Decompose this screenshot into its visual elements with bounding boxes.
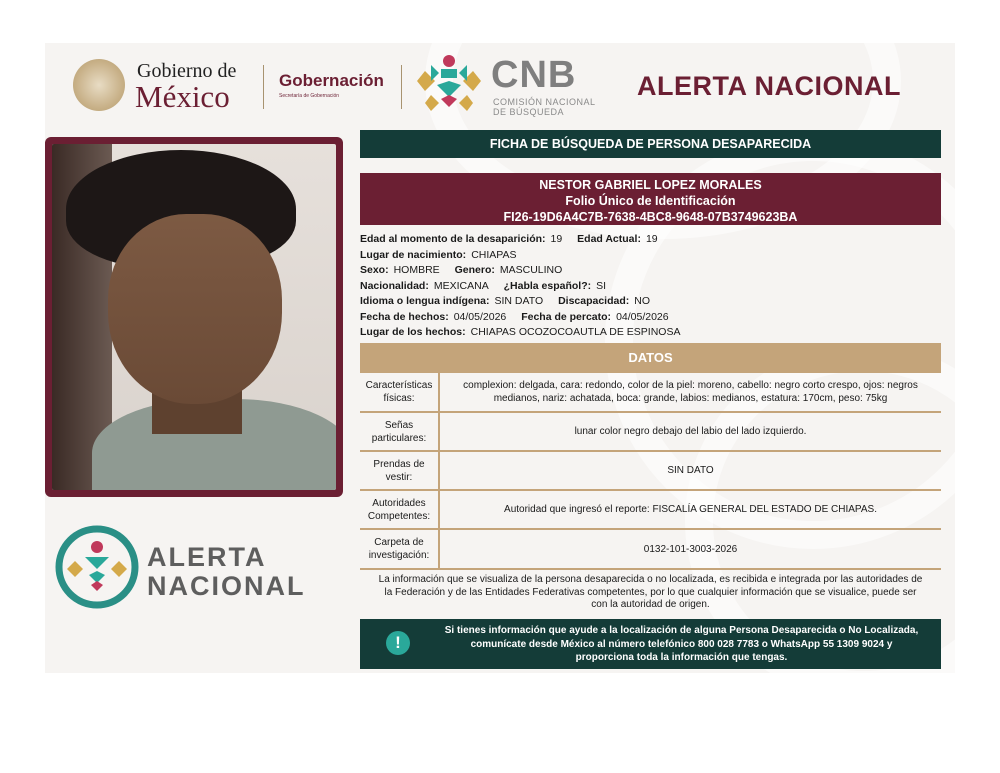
field-value: 19: [550, 233, 563, 245]
field-value: CHIAPAS: [471, 248, 517, 261]
datos-table: [360, 373, 941, 571]
field-value: MASCULINO: [499, 264, 563, 276]
field-label: Idioma o lengua indígena:: [360, 295, 490, 307]
gobernacion-logo-text: Gobernación: [279, 71, 384, 90]
info-row: [360, 263, 941, 279]
folio-id: FI26-19D6A4C7B-7638-4BC8-9648-07B3749623BA: [503, 210, 798, 224]
field-label: Edad Actual:: [577, 233, 641, 245]
datos-row: [360, 530, 941, 570]
info-row: [360, 232, 941, 248]
gobernacion-subtitle: Secretaría de Gobernación: [279, 93, 340, 99]
datos-row-label: Señas particulares:: [360, 413, 440, 450]
cnb-logo-text: CNB: [491, 54, 577, 96]
divider: [263, 65, 264, 109]
field-label: ¿Habla español?:: [503, 279, 592, 292]
person-name-bar: [360, 173, 941, 225]
info-row: [360, 279, 941, 295]
datos-header: DATOS: [360, 343, 941, 373]
divider: [401, 65, 402, 109]
datos-row-label: Prendas de vestir:: [360, 452, 440, 489]
field-value: CHIAPAS OCOZOCOAUTLA DE ESPINOSA: [470, 326, 681, 338]
datos-row-value: SIN DATO: [667, 465, 714, 476]
field-value: MEXICANA: [433, 279, 489, 292]
datos-row: [360, 452, 941, 491]
field-value: 04/05/2026: [453, 310, 507, 323]
datos-row-value: Autoridad que ingresó el reporte: FISCALÍA GENERAL DEL ESTADO DE CHIAPAS.: [504, 504, 877, 515]
field-value: SIN DATO: [494, 295, 544, 307]
datos-row-value: complexion: delgada, cara: redondo, color de la piel: moreno, cabello: negro corto crespo, ojos: negros medianos, nariz: achatada, boca: grande, labios: medianos, estatura: 170cm, peso: 75kg: [463, 380, 918, 404]
alert-icon: !: [386, 631, 410, 655]
datos-row: [360, 491, 941, 530]
national-seal-icon: [73, 59, 125, 111]
field-label: Sexo:: [360, 264, 389, 276]
field-label: Fecha de percato:: [521, 310, 612, 323]
datos-row-label: Autoridades Competentes:: [360, 491, 440, 528]
info-row: [360, 325, 941, 341]
cnb-subtitle-line: COMISIÓN NACIONAL: [493, 97, 596, 107]
datos-row: [360, 373, 941, 413]
field-label: Edad al momento de la desaparición:: [360, 233, 546, 245]
alerta-nacional-logo-text: [147, 543, 306, 601]
datos-row-label: Carpeta de investigación:: [360, 530, 440, 568]
contact-line: comunícate desde México al número telefónico 800 028 7783 o WhatsApp 55 1309 9024 y: [470, 638, 893, 650]
disclaimer-line: con la autoridad de origen.: [591, 599, 710, 610]
disclaimer-line: La información que se visualiza de la persona desaparecida o no localizada, es recibida e integrada por las autoridades de: [378, 574, 923, 585]
info-row: [360, 310, 941, 326]
alerta-nacional-title: ALERTA NACIONAL: [637, 71, 901, 101]
person-info: [360, 232, 941, 341]
info-row: [360, 294, 941, 310]
ficha-title-bar: FICHA DE BÚSQUEDA DE PERSONA DESAPARECIDA: [360, 130, 941, 158]
field-value: 04/05/2026: [616, 310, 669, 323]
person-photo-frame: [45, 137, 343, 497]
field-label: Lugar de los hechos:: [360, 326, 466, 338]
logo-text-line: ALERTA: [147, 542, 267, 572]
gobierno-line1: Gobierno de: [137, 60, 237, 82]
disclaimer-text: [360, 574, 941, 612]
datos-row-value: 0132-101-3003-2026: [643, 543, 738, 555]
datos-row-value: lunar color negro debajo del labio del lado izquierdo.: [574, 426, 807, 437]
cnb-subtitle: [493, 97, 596, 117]
person-name: NESTOR GABRIEL LOPEZ MORALES: [539, 178, 762, 192]
field-value: HOMBRE: [393, 264, 440, 276]
contact-line: proporciona toda la información que tengas.: [575, 652, 788, 663]
folio-label: Folio Único de Identificación: [565, 194, 736, 208]
field-value: SI: [596, 279, 607, 292]
person-photo: [52, 144, 336, 490]
logo-text-line: NACIONAL: [147, 571, 306, 601]
contact-line: Si tienes información que ayude a la localización de alguna Persona Desaparecida o No Localizada,: [444, 625, 919, 636]
datos-row: [360, 413, 941, 452]
field-value: NO: [634, 295, 651, 307]
search-poster: [45, 43, 955, 673]
field-label: Fecha de hechos:: [360, 310, 449, 323]
contact-text: [360, 619, 941, 665]
field-label: Discapacidad:: [558, 295, 630, 307]
contact-banner: [360, 619, 941, 669]
alerta-nacional-logo-icon: [55, 525, 139, 609]
field-label: Genero:: [454, 264, 495, 276]
disclaimer-line: la Federación y de las Entidades Federativas competentes, por lo que cualquier información que se visualice, puede ser: [384, 586, 917, 598]
field-label: Lugar de nacimiento:: [360, 248, 467, 261]
info-row: [360, 248, 941, 264]
field-value: 19: [645, 233, 658, 245]
field-label: Nacionalidad:: [360, 279, 429, 292]
cnb-subtitle-line: DE BÚSQUEDA: [493, 107, 565, 117]
gobierno-line2: México: [135, 79, 230, 114]
datos-row-label: Características físicas:: [360, 373, 440, 411]
cnb-logo-icon: [417, 51, 481, 115]
